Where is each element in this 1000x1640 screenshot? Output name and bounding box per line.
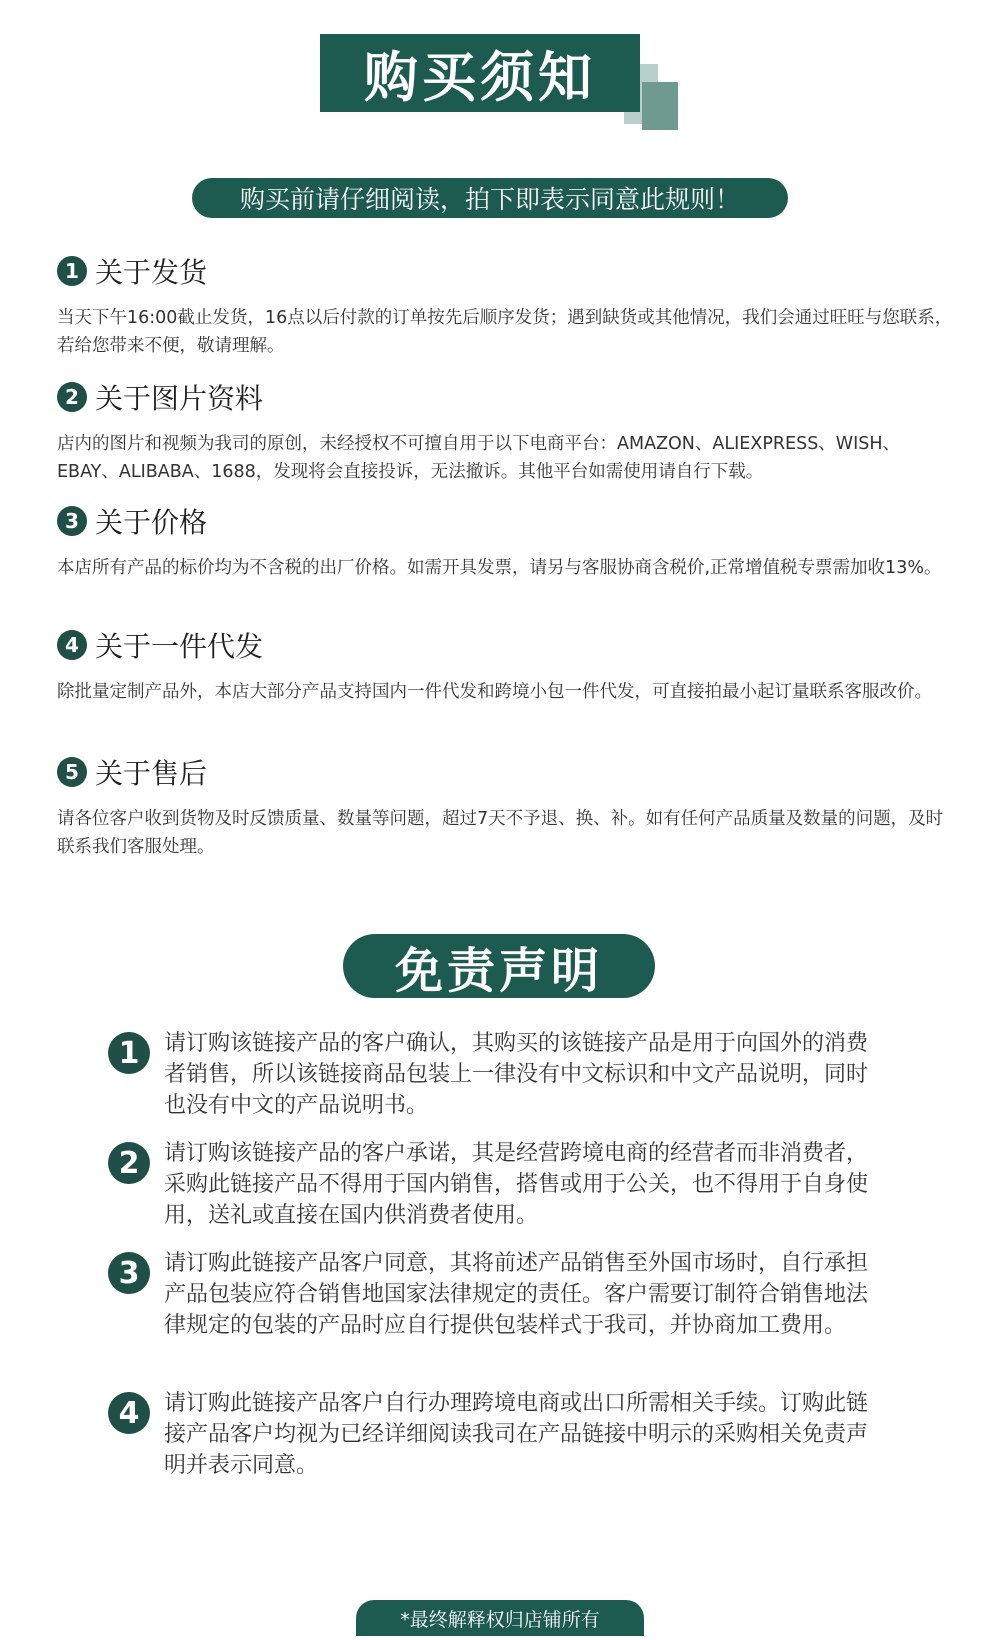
number-badge: 5	[57, 757, 87, 787]
section-body: 除批量定制产品外，本店大部分产品支持国内一件代发和跨境小包一件代发，可直接拍最小起订量联系客服改价。	[57, 682, 932, 702]
number-badge: 4	[108, 1392, 150, 1434]
number-badge: 2	[57, 382, 87, 412]
disclaimer-text: 请订购该链接产品的客户确认，其购买的该链接产品是用于向国外的消费者销售，所以该链接商品包装上一律没有中文标识和中文产品说明，同时也没有中文的产品说明书。	[164, 1031, 869, 1118]
disclaimer-item	[108, 1028, 908, 1121]
disclaimer-item	[108, 1388, 908, 1481]
disclaimer-text: 请订购此链接产品客户自行办理跨境电商或出口所需相关手续。订购此链接产品客户均视为已经详细阅读我司在产品链接中明示的采购相关免责声明并表示同意。	[164, 1391, 869, 1478]
section-body: 店内的图片和视频为我司的原创，未经授权不可擅自用于以下电商平台：AMAZON、ALIEXPRESS、WISH、EBAY、ALIBABA、1688，发现将会直接投诉，无法撤诉。其他平台如需使用请自行下载。	[57, 434, 901, 482]
section-price	[57, 502, 957, 582]
number-badge: 3	[108, 1252, 150, 1294]
number-badge: 3	[57, 506, 87, 536]
section-shipping	[57, 252, 957, 360]
page-title: 购买须知	[320, 34, 640, 112]
disclaimer-title: 免责声明	[343, 934, 655, 998]
section-title: 关于售后	[95, 757, 208, 790]
number-badge: 1	[108, 1032, 150, 1074]
disclaimer-item	[108, 1248, 908, 1341]
notice-banner: 购买前请仔细阅读，拍下即表示同意此规则！	[192, 178, 788, 218]
disclaimer-text: 请订购此链接产品客户同意，其将前述产品销售至外国市场时，自行承担产品包装应符合销售地国家法律规定的责任。客户需要订制符合销售地法律规定的包装的产品时应自行提供包装样式于我司，并协商加工费用。	[164, 1251, 869, 1338]
section-body: 请各位客户收到货物及时反馈质量、数量等问题，超过7天不予退、换、补。如有任何产品质量及数量的问题，及时联系我们客服处理。	[57, 809, 944, 857]
section-title: 关于图片资料	[95, 382, 264, 415]
header-decoration-mid	[642, 82, 678, 130]
section-title: 关于发货	[95, 256, 208, 289]
number-badge: 1	[57, 256, 87, 286]
section-title: 关于价格	[95, 506, 208, 539]
number-badge: 4	[57, 630, 87, 660]
number-badge: 2	[108, 1142, 150, 1184]
footer-note: *最终解释权归店铺所有	[356, 1600, 644, 1636]
section-dropship	[57, 626, 957, 706]
section-body: 当天下午16:00截止发货，16点以后付款的订单按先后顺序发货；遇到缺货或其他情况，我们会通过旺旺与您联系，若给您带来不便，敬请理解。	[57, 308, 953, 356]
section-title: 关于一件代发	[95, 630, 264, 663]
section-body: 本店所有产品的标价均为不含税的出厂价格。如需开具发票，请另与客服协商含税价,正常增值税专票需加收13%。	[57, 558, 942, 578]
section-aftersales	[57, 753, 957, 861]
header-banner	[320, 34, 680, 130]
section-images	[57, 378, 957, 486]
disclaimer-text: 请订购该链接产品的客户承诺，其是经营跨境电商的经营者而非消费者，采购此链接产品不得用于国内销售，搭售或用于公关，也不得用于自身使用，送礼或直接在国内供消费者使用。	[164, 1141, 869, 1228]
disclaimer-item	[108, 1138, 908, 1231]
